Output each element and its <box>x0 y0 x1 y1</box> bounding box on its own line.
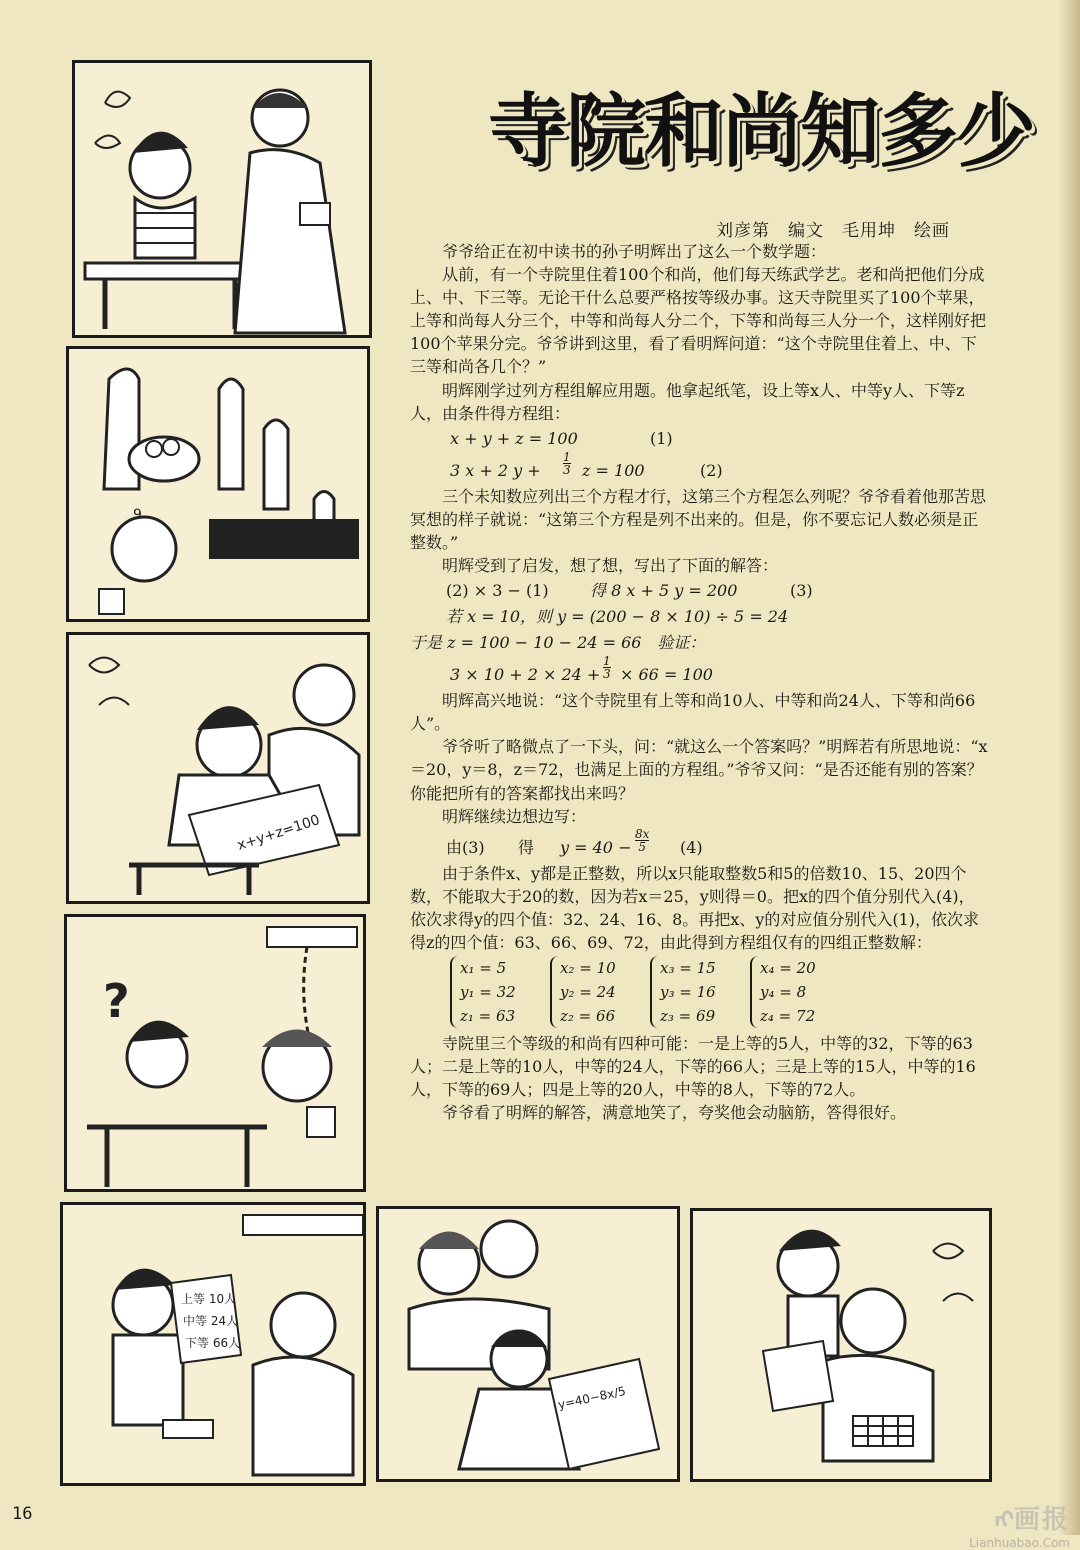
solution-set-2 <box>550 956 650 1028</box>
worksheet-equation: y=40−8x/5 <box>556 1383 628 1412</box>
note-line-1: 上等 10人 <box>181 1292 237 1306</box>
paragraph: 明辉高兴地说：“这个寺院里有上等和尚10人、中等和尚24人、下等和尚66人”。 <box>410 691 976 734</box>
equation-4 <box>410 828 990 862</box>
watermark-url: Lianhuabao.Com <box>969 1536 1070 1550</box>
step-2 <box>410 603 990 629</box>
boy-with-grandpa-illustration <box>75 63 369 335</box>
question-mark: ? <box>103 974 130 1028</box>
paragraph: 明辉刚学过列方程组解应用题。他拿起纸笔，设上等x人、中等y人、下等z人，由条件得方程组： <box>410 380 965 423</box>
article-body <box>410 240 990 1124</box>
equation-4-tag: (4) <box>680 837 703 857</box>
equation-2 <box>410 451 990 485</box>
note-line-2: 中等 24人 <box>183 1314 239 1328</box>
page-number: 16 <box>12 1504 33 1524</box>
solution-sets <box>450 956 990 1030</box>
comic-panel-5 <box>60 1202 366 1486</box>
paragraph: 爷爷给正在初中读书的孙子明辉出了这么一个数学题： <box>442 242 827 261</box>
equation-1 <box>410 425 990 451</box>
grandpa-smiling-illustration <box>693 1211 989 1479</box>
page-edge <box>1058 0 1080 1535</box>
solution-y: y₄ = 8 <box>760 983 807 1002</box>
byline: 刘彦第 编文 毛用坤 绘画 <box>716 221 950 241</box>
monks-and-apples-illustration <box>69 349 367 619</box>
comic-panel-3 <box>66 632 370 904</box>
boy-writing-equation-illustration <box>69 635 367 901</box>
boy-working-illustration <box>379 1209 677 1479</box>
fraction-one-third <box>563 451 571 476</box>
equation-4-left: y = 40 − <box>560 837 632 857</box>
paragraph: 爷爷听了略微点了一下头，问：“就这么一个答案吗？”明辉若有所思地说：“x＝20，y＝8，z＝72，也满足上面的方程组。”爷爷又问：“是否还能有别的答案？你能把所有的答案都找出来吗？ <box>410 737 988 803</box>
comic-panel-4 <box>64 914 366 1192</box>
step-1 <box>410 577 990 603</box>
fraction-denominator: 3 <box>603 667 611 682</box>
paper-equation: x+y+z=100 <box>235 812 322 854</box>
paragraph: 由于条件x、y都是正整数，所以x只能取整数5和5的倍数10、15、20四个数，不能取大于20的数，因为若x＝25，y则得＝0。把x的四个值分别代入(4)，依次求得y的四个值：32、24、16、8。再把x、y的对应值分别代入(1)，依次求得z的四个值：63、66、69、72，由此得到方程组仅有的四组正整数解： <box>410 863 980 952</box>
solution-set-3 <box>650 956 750 1028</box>
equation-2-right: z = 100 <box>582 460 645 480</box>
equation-2-tag: (2) <box>700 460 723 480</box>
comic-panel-7 <box>690 1208 992 1482</box>
verification-left: 3 × 10 + 2 × 24 + <box>450 665 601 685</box>
step-1-result: 得 8 x + 5 y = 200 <box>590 581 738 601</box>
fraction-numerator: 1 <box>563 449 571 464</box>
step-1-operation: (2) × 3 − (1) <box>446 581 549 601</box>
fraction-8x-over-5 <box>635 828 649 853</box>
solution-x: x₂ = 10 <box>560 959 616 978</box>
paragraph: 寺院里三个等级的和尚有四种可能：一是上等的5人，中等的32，下等的63人；二是上等的10人，中等的24人，下等的66人；三是上等的15人，中等的16人，下等的69人；四是上等的20人，中等的8人，下等的72人。 <box>410 1034 976 1100</box>
solution-set-4 <box>750 956 850 1028</box>
step-3 <box>410 629 990 655</box>
step-1-tag: (3) <box>790 581 813 601</box>
boy-showing-answer-illustration <box>63 1205 363 1483</box>
note-line-3: 下等 66人 <box>185 1336 241 1350</box>
step-2-text: 若 x = 10，则 y = (200 − 8 × 10) ÷ 5 = 24 <box>446 607 789 627</box>
solution-x: x₁ = 5 <box>460 959 507 978</box>
equation-4-get: 得 <box>518 837 535 857</box>
fraction-denominator: 3 <box>563 462 571 477</box>
solution-z: z₄ = 72 <box>760 1007 816 1026</box>
solution-y: y₁ = 32 <box>460 983 516 1002</box>
paragraph: 明辉继续边想边写： <box>442 806 587 826</box>
paragraph: 从前，有一个寺院里住着100个和尚，他们每天练武学艺。老和尚把他们分成上、中、下三等。无论干什么总要严格按等级办事。这天寺院里买了100个苹果，上等和尚每人分三个，中等和尚每人分二个，下等和尚每三人分一个，这样刚好把100个苹果分完。爷爷讲到这里，看了看明辉问道：“这个寺院里住着上、中、下三等和尚各几个？” <box>410 265 987 377</box>
fraction-numerator: 8x <box>635 826 650 841</box>
solution-set-1 <box>450 956 550 1028</box>
step-3-text: 于是 z = 100 − 10 − 24 = 66 验证： <box>410 633 706 653</box>
comic-panel-2 <box>66 346 370 622</box>
solution-z: z₂ = 66 <box>560 1007 616 1026</box>
comic-panel-6 <box>376 1206 680 1482</box>
equation-4-from: 由(3) <box>446 837 485 857</box>
cap-badge: 9 <box>133 507 142 523</box>
solution-z: z₃ = 69 <box>660 1007 716 1026</box>
article-title: 寺院和尚知多少 <box>488 85 1034 178</box>
fraction-one-third <box>603 655 611 680</box>
equation-1-text: x + y + z = 100 <box>450 428 578 448</box>
equation-2-left: 3 x + 2 y + <box>450 460 541 480</box>
equation-1-tag: (1) <box>650 428 673 448</box>
watermark-logo: ᡢ画报 <box>994 1505 1070 1535</box>
paragraph: 三个未知数应列出三个方程才行，这第三个方程怎么列呢？爷爷看着他那苦思冥想的样子就说：“这第三个方程是列不出来的。但是，你不要忘记人数必须是正整数。” <box>410 486 987 552</box>
solution-x: x₄ = 20 <box>760 959 816 978</box>
fraction-denominator: 5 <box>638 839 647 854</box>
paragraph: 明辉受到了启发，想了想，写出了下面的解答： <box>442 556 779 576</box>
paragraph: 爷爷看了明辉的解答，满意地笑了，夸奖他会动脑筋，答得很好。 <box>442 1103 907 1123</box>
boy-puzzled-illustration <box>67 917 363 1189</box>
verification-right: × 66 = 100 <box>620 665 713 685</box>
solution-z: z₁ = 63 <box>460 1007 516 1026</box>
verification <box>410 655 990 689</box>
solution-y: y₃ = 16 <box>660 983 716 1002</box>
comic-panel-1 <box>72 60 372 338</box>
solution-y: y₂ = 24 <box>560 983 616 1002</box>
solution-x: x₃ = 15 <box>660 959 716 978</box>
watermark <box>880 1490 1070 1550</box>
fraction-numerator: 1 <box>603 654 611 669</box>
